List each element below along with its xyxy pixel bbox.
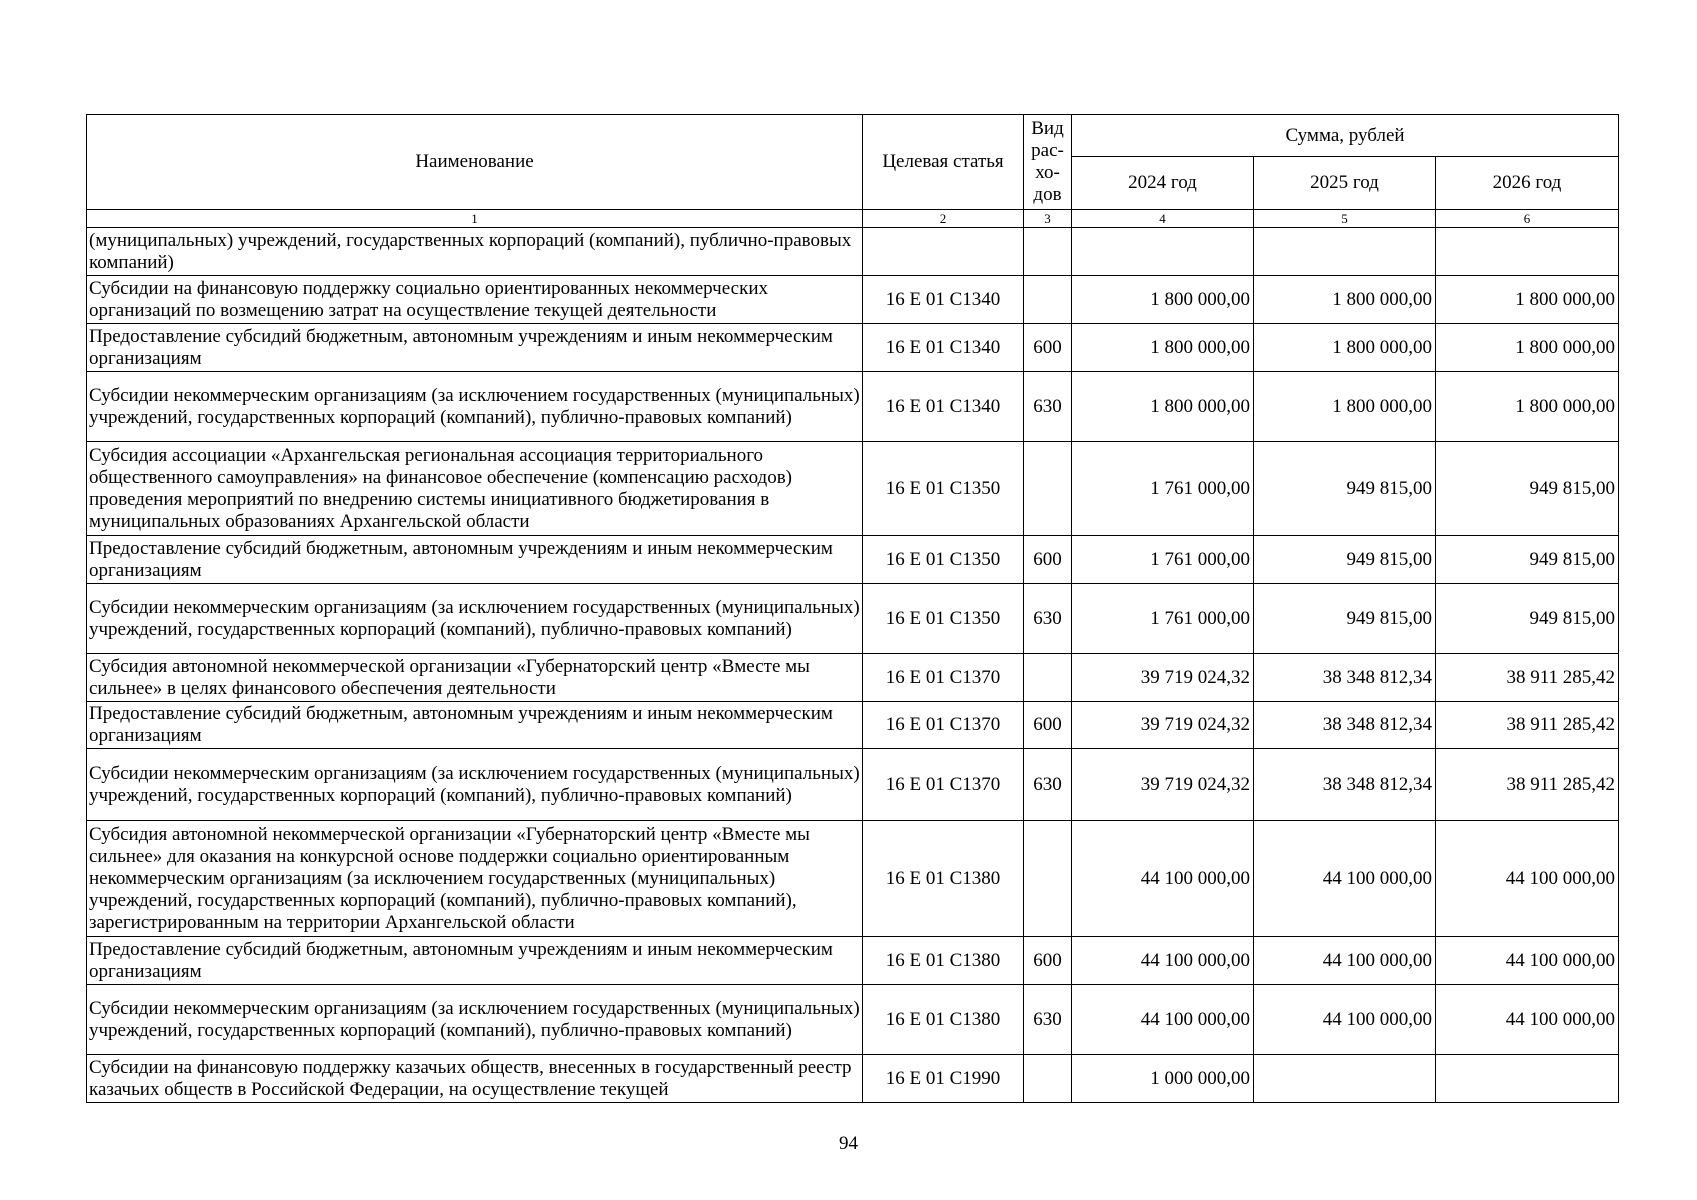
table-header <box>87 115 1619 228</box>
header-sum: Сумма, рублей <box>1072 115 1619 157</box>
table-row <box>87 584 1619 654</box>
row-value-2026: 38 911 285,42 <box>1436 749 1619 821</box>
row-value-2026: 949 815,00 <box>1436 536 1619 584</box>
row-code: 16 Е 01 С1380 <box>863 985 1024 1055</box>
header-year-2026: 2026 год <box>1436 157 1619 210</box>
table-row <box>87 749 1619 821</box>
row-kind <box>1024 1055 1072 1103</box>
table-row <box>87 536 1619 584</box>
row-value-2026: 44 100 000,00 <box>1436 937 1619 985</box>
row-value-2025: 1 800 000,00 <box>1254 324 1436 372</box>
table-row <box>87 372 1619 442</box>
table-row <box>87 937 1619 985</box>
table-row <box>87 985 1619 1055</box>
row-value-2025 <box>1254 1055 1436 1103</box>
row-kind <box>1024 442 1072 536</box>
row-code <box>863 228 1024 276</box>
row-value-2024: 1 761 000,00 <box>1072 536 1254 584</box>
row-value-2026 <box>1436 1055 1619 1103</box>
row-code: 16 Е 01 С1380 <box>863 821 1024 937</box>
header-year-2024: 2024 год <box>1072 157 1254 210</box>
row-kind: 630 <box>1024 584 1072 654</box>
header-target-article: Целевая статья <box>863 115 1024 210</box>
row-kind: 600 <box>1024 702 1072 749</box>
column-number: 3 <box>1024 210 1072 228</box>
row-value-2024: 1 761 000,00 <box>1072 584 1254 654</box>
row-name: Субсидии на финансовую поддержку социально ориентированных некоммерческих организаций по возмещению затрат на осуществление текущей деятельности <box>87 276 863 324</box>
row-name: Субсидия автономной некоммерческой организации «Губернаторский центр «Вместе мы сильнее» в целях финансового обеспечения деятельности <box>87 654 863 702</box>
row-value-2026: 44 100 000,00 <box>1436 985 1619 1055</box>
row-value-2024: 1 761 000,00 <box>1072 442 1254 536</box>
row-name: Предоставление субсидий бюджетным, автономным учреждениям и иным некоммерческим организациям <box>87 324 863 372</box>
row-code: 16 Е 01 С1350 <box>863 442 1024 536</box>
row-code: 16 Е 01 С1370 <box>863 749 1024 821</box>
table-row <box>87 702 1619 749</box>
row-code: 16 Е 01 С1370 <box>863 702 1024 749</box>
row-value-2024: 44 100 000,00 <box>1072 821 1254 937</box>
row-kind <box>1024 821 1072 937</box>
table-row <box>87 276 1619 324</box>
row-value-2025: 949 815,00 <box>1254 584 1436 654</box>
row-code: 16 Е 01 С1340 <box>863 276 1024 324</box>
table-row <box>87 324 1619 372</box>
row-value-2026: 949 815,00 <box>1436 584 1619 654</box>
header-name: Наименование <box>87 115 863 210</box>
row-kind: 600 <box>1024 324 1072 372</box>
row-kind: 600 <box>1024 937 1072 985</box>
column-number: 1 <box>87 210 863 228</box>
row-kind <box>1024 228 1072 276</box>
row-value-2024: 39 719 024,32 <box>1072 702 1254 749</box>
row-value-2025: 44 100 000,00 <box>1254 937 1436 985</box>
row-value-2025: 38 348 812,34 <box>1254 749 1436 821</box>
row-value-2024: 44 100 000,00 <box>1072 937 1254 985</box>
row-code: 16 Е 01 С1340 <box>863 372 1024 442</box>
row-value-2024: 39 719 024,32 <box>1072 749 1254 821</box>
row-name: Предоставление субсидий бюджетным, автономным учреждениям и иным некоммерческим организациям <box>87 536 863 584</box>
row-name: Субсидия автономной некоммерческой организации «Губернаторский центр «Вместе мы сильнее» для оказания на конкурсной основе поддержки социально ориентированным некоммерческим организациям (за исключением государственных (муниципальных) учреждений, государственных корпораций (компаний), публично-правовых компаний), зарегистрированным на территории Архангельской области <box>87 821 863 937</box>
row-kind: 600 <box>1024 536 1072 584</box>
row-value-2025: 38 348 812,34 <box>1254 702 1436 749</box>
row-name: (муниципальных) учреждений, государственных корпораций (компаний), публично-правовых компаний) <box>87 228 863 276</box>
column-number: 5 <box>1254 210 1436 228</box>
row-value-2025: 44 100 000,00 <box>1254 985 1436 1055</box>
row-value-2025: 38 348 812,34 <box>1254 654 1436 702</box>
row-name: Субсидии некоммерческим организациям (за исключением государственных (муниципальных) учреждений, государственных корпораций (компаний), публично-правовых компаний) <box>87 985 863 1055</box>
row-name: Субсидии некоммерческим организациям (за исключением государственных (муниципальных) учреждений, государственных корпораций (компаний), публично-правовых компаний) <box>87 749 863 821</box>
row-code: 16 Е 01 С1350 <box>863 584 1024 654</box>
row-code: 16 Е 01 С1990 <box>863 1055 1024 1103</box>
row-kind: 630 <box>1024 749 1072 821</box>
page-number: 94 <box>839 1133 858 1154</box>
row-value-2025: 1 800 000,00 <box>1254 372 1436 442</box>
row-value-2024: 1 800 000,00 <box>1072 324 1254 372</box>
row-value-2026: 1 800 000,00 <box>1436 324 1619 372</box>
row-value-2026: 949 815,00 <box>1436 442 1619 536</box>
row-name: Предоставление субсидий бюджетным, автономным учреждениям и иным некоммерческим организациям <box>87 702 863 749</box>
row-value-2025: 949 815,00 <box>1254 442 1436 536</box>
row-value-2025: 949 815,00 <box>1254 536 1436 584</box>
row-code: 16 Е 01 С1350 <box>863 536 1024 584</box>
column-number: 4 <box>1072 210 1254 228</box>
row-value-2024: 1 800 000,00 <box>1072 276 1254 324</box>
row-value-2026 <box>1436 228 1619 276</box>
row-value-2024: 1 000 000,00 <box>1072 1055 1254 1103</box>
row-kind: 630 <box>1024 372 1072 442</box>
row-value-2024: 39 719 024,32 <box>1072 654 1254 702</box>
row-kind <box>1024 276 1072 324</box>
table-row <box>87 228 1619 276</box>
header-expense-type: Вид рас-хо-дов <box>1024 115 1072 210</box>
row-name: Субсидии некоммерческим организациям (за исключением государственных (муниципальных) учреждений, государственных корпораций (компаний), публично-правовых компаний) <box>87 584 863 654</box>
row-name: Предоставление субсидий бюджетным, автономным учреждениям и иным некоммерческим организациям <box>87 937 863 985</box>
row-kind <box>1024 654 1072 702</box>
row-value-2025 <box>1254 228 1436 276</box>
budget-table <box>86 114 1619 1103</box>
row-value-2025: 1 800 000,00 <box>1254 276 1436 324</box>
table-row <box>87 442 1619 536</box>
column-number-row <box>87 210 1619 228</box>
row-value-2024: 1 800 000,00 <box>1072 372 1254 442</box>
row-value-2026: 44 100 000,00 <box>1436 821 1619 937</box>
row-name: Субсидии на финансовую поддержку казачьих обществ, внесенных в государственный реестр казачьих обществ в Российской Федерации, на осуществление текущей <box>87 1055 863 1103</box>
row-value-2026: 38 911 285,42 <box>1436 654 1619 702</box>
row-value-2026: 38 911 285,42 <box>1436 702 1619 749</box>
column-number: 2 <box>863 210 1024 228</box>
table-row <box>87 654 1619 702</box>
row-value-2025: 44 100 000,00 <box>1254 821 1436 937</box>
row-name: Субсидия ассоциации «Архангельская региональная ассоциация территориального общественного самоуправления» на финансовое обеспечение (компенсацию расходов) проведения мероприятий по внедрению системы инициативного бюджетирования в муниципальных образованиях Архангельской области <box>87 442 863 536</box>
row-code: 16 Е 01 С1340 <box>863 324 1024 372</box>
row-code: 16 Е 01 С1370 <box>863 654 1024 702</box>
row-kind: 630 <box>1024 985 1072 1055</box>
row-value-2026: 1 800 000,00 <box>1436 372 1619 442</box>
row-value-2026: 1 800 000,00 <box>1436 276 1619 324</box>
row-value-2024: 44 100 000,00 <box>1072 985 1254 1055</box>
column-number: 6 <box>1436 210 1619 228</box>
row-code: 16 Е 01 С1380 <box>863 937 1024 985</box>
row-value-2024 <box>1072 228 1254 276</box>
table-row <box>87 821 1619 937</box>
table-row <box>87 1055 1619 1103</box>
row-name: Субсидии некоммерческим организациям (за исключением государственных (муниципальных) учреждений, государственных корпораций (компаний), публично-правовых компаний) <box>87 372 863 442</box>
header-year-2025: 2025 год <box>1254 157 1436 210</box>
